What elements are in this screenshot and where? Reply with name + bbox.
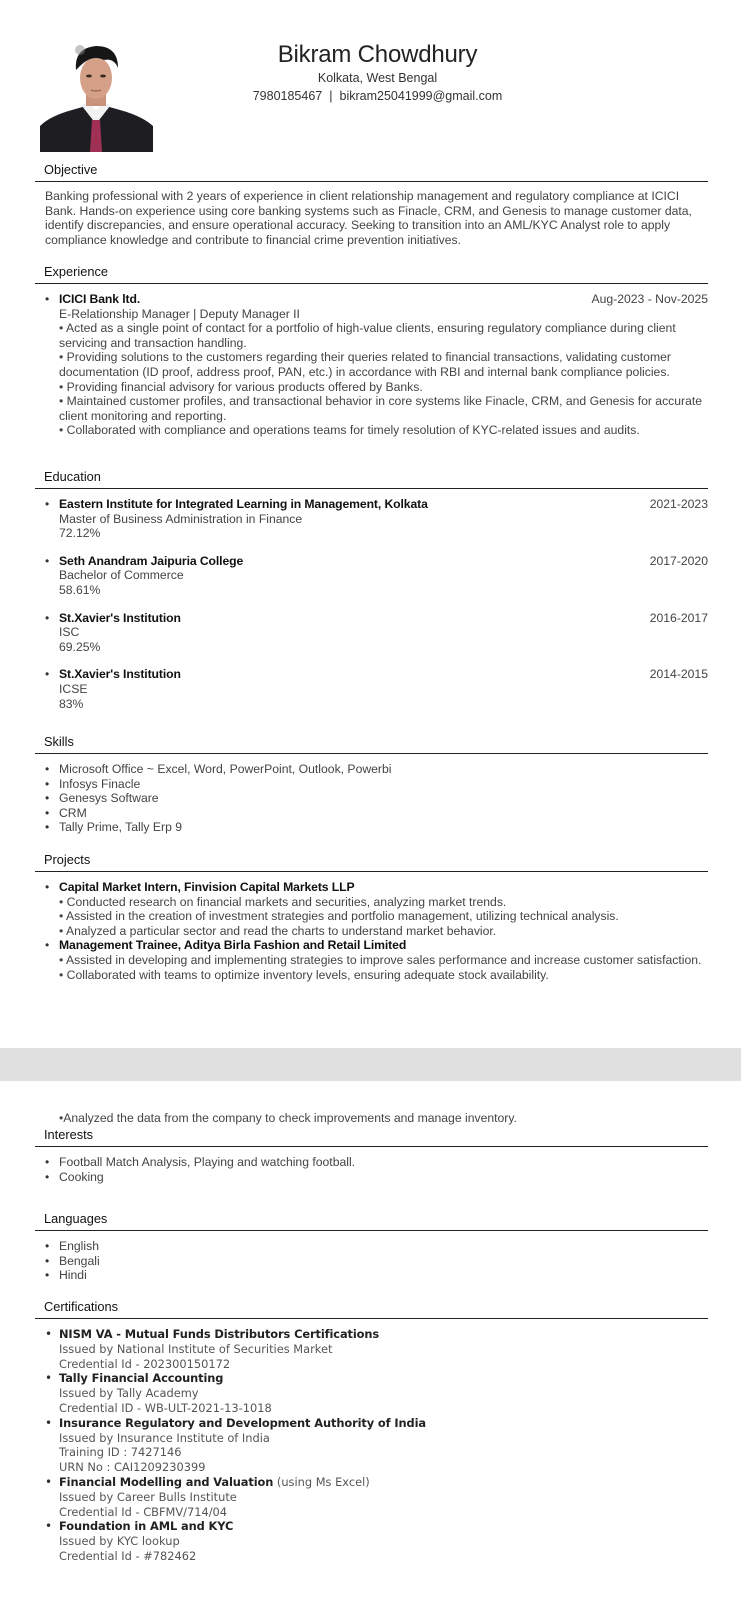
score: 72.12% (59, 526, 101, 541)
projects-body (35, 872, 708, 982)
page-break-divider (0, 1048, 741, 1081)
experience-bullet: • Acted as a single point of contact for a portfolio of high-value clients, ensuring regulatory compliance during client servicing and transaction handling. (59, 321, 676, 350)
certification-name-suffix: (using Ms Excel) (273, 1474, 370, 1489)
section-title-certifications: Certifications (35, 1299, 708, 1319)
education-years: 2014-2015 (649, 667, 708, 682)
contact-block (0, 40, 741, 106)
projects-section (35, 852, 708, 982)
experience-bullet: • Collaborated with compliance and operations teams for timely resolution of KYC-related issues and audits. (59, 423, 640, 438)
certification-issuer: Issued by KYC lookup (59, 1534, 180, 1549)
candidate-name: Bikram Chowdhury (277, 41, 478, 68)
projects-continued (35, 1111, 708, 1126)
skills-section (35, 734, 708, 835)
project-bullet: • Conducted research on financial markets and securities, analyzing market trends. (59, 894, 507, 909)
certification-item (45, 1519, 708, 1563)
candidate-location: Kolkata, West Bengal (317, 71, 438, 85)
project-heading: • Management Trainee, Aditya Birla Fashion and Retail Limited (59, 938, 407, 953)
contact-separator: | (329, 89, 333, 103)
certification-item (45, 1371, 708, 1415)
education-item (45, 667, 708, 711)
language-item: • Bengali (45, 1254, 708, 1269)
project-bullet-continued: •Analyzed the data from the company to check improvements and manage inventory. (59, 1111, 517, 1125)
certifications-section (35, 1299, 708, 1564)
certification-credential: Credential Id - CBFMV/714/04 (59, 1504, 228, 1519)
education-item (45, 554, 708, 598)
score: 69.25% (59, 639, 101, 654)
experience-bullet: • Providing financial advisory for various products offered by Banks. (59, 379, 423, 394)
certification-training-id: Training ID : 7427146 (59, 1445, 182, 1460)
certification-credential: Credential ID - WB-ULT-2021-13-1018 (59, 1400, 272, 1415)
project-bullet: • Assisted in the creation of investment strategies and portfolio management, utilizing technical analysis. (59, 909, 619, 924)
degree: Master of Business Administration in Finance (59, 511, 303, 526)
score: 83% (59, 696, 84, 711)
experience-item (45, 292, 708, 438)
skills-body (35, 754, 708, 835)
skill-item: • Microsoft Office ~ Excel, Word, PowerPoint, Outlook, Powerbi (45, 762, 708, 777)
education-years: 2021-2023 (649, 497, 708, 511)
experience-bullet: • Providing solutions to the customers regarding their queries related to financial transactions, validating customer documentation (ID proof, address proof, PAN, etc.) in accordance with RBI and internal bank compliance policies. (59, 350, 671, 379)
section-title-interests: Interests (35, 1127, 708, 1147)
certification-issuer: Issued by National Institute of Securities Market (59, 1341, 333, 1356)
certification-credential: Credential Id - 202300150172 (59, 1356, 231, 1371)
certification-issuer: Issued by Career Bulls Institute (59, 1489, 237, 1504)
degree: Bachelor of Commerce (59, 568, 184, 583)
languages-body (35, 1231, 708, 1283)
interests-section (35, 1127, 708, 1184)
experience-body (35, 284, 708, 438)
phone-number[interactable]: 7980185467 (252, 89, 323, 103)
score: 58.61% (59, 582, 101, 597)
project-item (45, 938, 708, 982)
certification-credential: Credential Id - #782462 (59, 1548, 197, 1563)
certification-name: NISM VA - Mutual Funds Distributors Certifications (59, 1327, 380, 1341)
certification-name: Foundation in AML and KYC (59, 1519, 234, 1534)
email-link[interactable]: bikram25041999@gmail.com (339, 89, 503, 103)
section-title-experience: Experience (35, 264, 708, 284)
education-item (45, 497, 708, 541)
certification-urn: URN No : CAI1209230399 (59, 1460, 206, 1475)
project-bullet: • Assisted in developing and implementing strategies to improve sales performance and increase customer satisfaction. (59, 952, 702, 967)
education-section (35, 469, 708, 711)
institution-name: • St.Xavier's Institution (59, 667, 181, 682)
certification-name: Insurance Regulatory and Development Authority of India (59, 1415, 426, 1430)
language-item: • English (45, 1239, 708, 1254)
contact-line (14, 87, 741, 106)
resume-header (0, 40, 741, 152)
degree: ISC (59, 625, 80, 640)
project-bullet: • Collaborated with teams to optimize inventory levels, ensuring adequate stock availability. (59, 967, 549, 982)
skill-item: • Genesys Software (45, 791, 708, 806)
section-title-languages: Languages (35, 1211, 708, 1231)
education-item (45, 611, 708, 655)
languages-section (35, 1211, 708, 1283)
objective-section (35, 162, 708, 247)
certification-name: Tally Financial Accounting (59, 1371, 224, 1386)
project-heading: • Capital Market Intern, Finvision Capital Markets LLP (59, 880, 355, 894)
institution-name: • St.Xavier's Institution (59, 610, 181, 625)
interest-item: • Cooking (45, 1170, 708, 1185)
certification-issuer: Issued by Insurance Institute of India (59, 1430, 270, 1445)
language-item: • Hindi (45, 1268, 708, 1283)
project-bullet: • Analyzed a particular sector and read the charts to understand market behavior. (59, 923, 497, 938)
certifications-body (35, 1319, 708, 1564)
institution-name: • Seth Anandram Jaipuria College (59, 553, 244, 568)
certification-item (45, 1327, 708, 1371)
certification-issuer: Issued by Tally Academy (59, 1386, 199, 1401)
section-title-skills: Skills (35, 734, 708, 754)
resume-page-2 (0, 1081, 741, 1600)
institution-name: • Eastern Institute for Integrated Learning in Management, Kolkata (59, 497, 428, 511)
education-years: 2017-2020 (649, 553, 708, 568)
employment-dates: Aug-2023 - Nov-2025 (591, 292, 708, 306)
skill-item: • Tally Prime, Tally Erp 9 (45, 820, 708, 835)
certification-item (45, 1416, 708, 1475)
certification-name: Financial Modelling and Valuation (59, 1474, 274, 1489)
section-title-objective: Objective (35, 162, 708, 182)
skill-item: • CRM (45, 806, 708, 821)
section-title-education: Education (35, 469, 708, 489)
education-body (35, 489, 708, 711)
skill-item: • Infosys Finacle (45, 777, 708, 792)
company-name: • ICICI Bank ltd. (59, 292, 141, 306)
education-years: 2016-2017 (649, 610, 708, 625)
objective-text: Banking professional with 2 years of experience in client relationship management and regulatory compliance at ICICI Bank. Hands-on experience using core banking systems such as Finacle, CRM, and Genesis to manage customer data, identify discrepancies, and ensure operational accuracy. Seeking to transition into an AML/KYC Analyst role to apply compliance knowledge and contribute to financial crime prevention initiatives. (45, 189, 692, 247)
experience-section (35, 264, 708, 438)
section-title-projects: Projects (35, 852, 708, 872)
job-role: E-Relationship Manager | Deputy Manager II (59, 306, 300, 321)
project-item (45, 880, 708, 938)
certification-item (45, 1475, 708, 1519)
interest-item: • Football Match Analysis, Playing and watching football. (45, 1155, 708, 1170)
degree: ICSE (59, 681, 88, 696)
interests-body (35, 1147, 708, 1184)
experience-bullet: • Maintained customer profiles, and transactional behavior in core systems like Finacle, CRM, and Genesis for accurate client monitoring and reporting. (59, 394, 703, 423)
